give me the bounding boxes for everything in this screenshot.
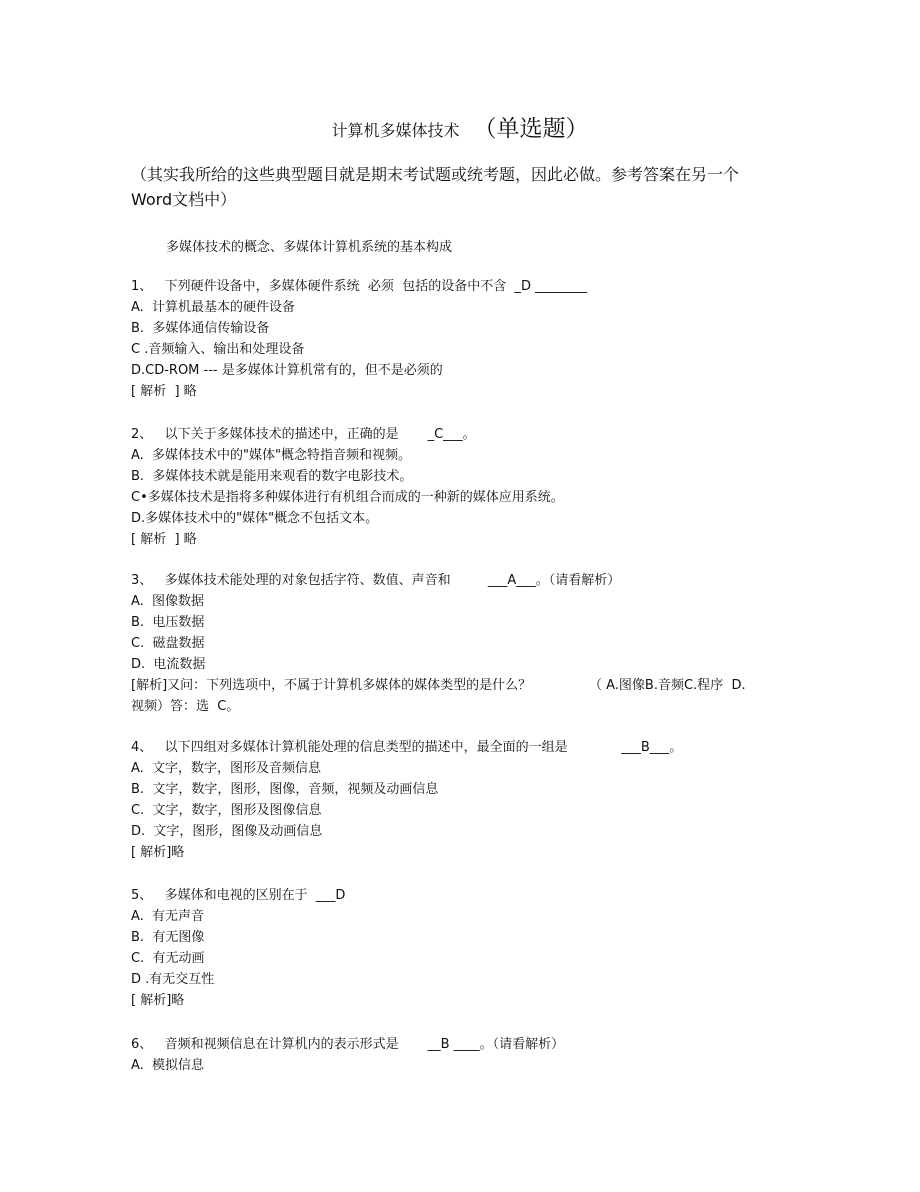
option-b: B. 电压数据 <box>131 615 205 630</box>
option-a: A. 模拟信息 <box>131 1058 205 1073</box>
document-title <box>0 110 920 143</box>
title-text: 计算机多媒体技术 <box>331 121 460 140</box>
question-1 <box>131 276 751 402</box>
option-b: B. 多媒体技术就是能用来观看的数字电影技术。 <box>131 469 413 484</box>
question-3 <box>131 570 751 717</box>
option-a: A. 计算机最基本的硬件设备 <box>131 300 296 315</box>
analysis-note: [ 解析 ] 略 <box>131 532 197 547</box>
analysis-note: [ 解析]略 <box>131 993 185 1008</box>
question-stem: 1、 下列硬件设备中，多媒体硬件系统 必须 包括的设备中不含 _D ________ <box>131 279 588 294</box>
option-d: D.CD-ROM --- 是多媒体计算机常有的，但不是必须的 <box>131 363 443 378</box>
option-c: C. 磁盘数据 <box>131 636 205 651</box>
question-stem: 6、 音频和视频信息在计算机内的表示形式是 __B ____。（请看解析） <box>131 1037 565 1052</box>
question-stem: 5、 多媒体和电视的区别在于 ___D <box>131 888 346 903</box>
option-a: A. 多媒体技术中的"媒体"概念特指音频和视频。 <box>131 448 412 463</box>
option-c: C•多媒体技术是指将多种媒体进行有机组合而成的一种新的媒体应用系统。 <box>131 490 564 505</box>
option-c: C. 有无动画 <box>131 951 205 966</box>
question-6 <box>131 1034 751 1076</box>
option-d: D. 文字，图形，图像及动画信息 <box>131 824 323 839</box>
analysis-note: [ 解析]略 <box>131 845 185 860</box>
option-d: D.多媒体技术中的"媒体"概念不包括文本。 <box>131 511 379 526</box>
section-heading: 多媒体技术的概念、多媒体计算机系统的基本构成 <box>166 240 453 255</box>
intro-paragraph: （其实我所给的这些典型题目就是期末考试题或统考题，因此必做。参考答案在另一个Word文档中） <box>131 165 740 209</box>
option-b: B. 多媒体通信传输设备 <box>131 321 270 336</box>
question-5 <box>131 885 751 1011</box>
title-suffix: （单选题） <box>473 116 589 142</box>
question-2 <box>131 424 751 550</box>
question-stem: 3、 多媒体技术能处理的对象包括字符、数值、声音和 ___A___。（请看解析） <box>131 573 621 588</box>
option-d: D. 电流数据 <box>131 657 206 672</box>
option-c: C. 文字，数字，图形及图像信息 <box>131 803 322 818</box>
option-a: A. 有无声音 <box>131 909 205 924</box>
option-c: C .音频输入、输出和处理设备 <box>131 342 305 357</box>
analysis-note: [解析]又问：下列选项中，不属于计算机多媒体的媒体类型的是什么？ （ A.图像B.音频C.程序 D. 视频）答：选 C。 <box>131 678 750 714</box>
option-b: B. 有无图像 <box>131 930 205 945</box>
question-stem: 2、 以下关于多媒体技术的描述中，正确的是 _C___。 <box>131 427 476 442</box>
option-a: A. 图像数据 <box>131 594 205 609</box>
option-a: A. 文字，数字，图形及音频信息 <box>131 761 322 776</box>
question-4 <box>131 737 751 863</box>
option-b: B. 文字，数字，图形，图像，音频，视频及动画信息 <box>131 782 439 797</box>
question-stem: 4、 以下四组对多媒体计算机能处理的信息类型的描述中，最全面的一组是 ___B___。 <box>131 740 683 755</box>
analysis-note: [ 解析 ] 略 <box>131 384 197 399</box>
option-d: D .有无交互性 <box>131 972 215 987</box>
